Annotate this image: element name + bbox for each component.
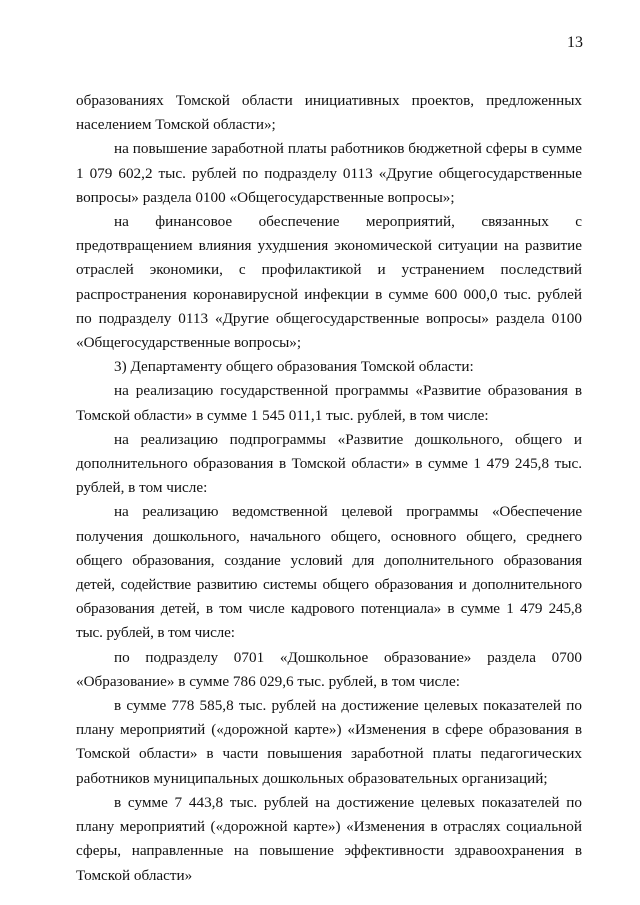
paragraph: в сумме 778 585,8 тыс. рублей на достижение целевых показателей по плану мероприятий («дорожной карте») «Изменения в сфере образования в Томской области» в части повышения заработной платы педагогических работников муниципальных дошкольных образовательных организаций; [76, 697, 582, 787]
paragraph: по подразделу 0701 «Дошкольное образование» раздела 0700 «Образование» в сумме 786 029,6 тыс. рублей, в том числе: [76, 648, 582, 690]
paragraph: 3) Департаменту общего образования Томской области: [114, 358, 474, 376]
paragraph: образованиях Томской области инициативных проектов, предложенных населением Томской области»; [76, 92, 582, 134]
paragraph: на реализацию подпрограммы «Развитие дошкольного, общего и дополнительного образования в Томской области» в сумме 1 479 245,8 тыс. рублей, в том числе: [76, 430, 582, 497]
paragraph: на реализацию ведомственной целевой программы «Обеспечение получения дошкольного, начального общего, основного общего, среднего общего образования, создание условий для дополнительного образования детей, содействие развитию системы общего образования и дополнительного образования детей, в том числе кадрового потенциала» в сумме 1 479 245,8 тыс. рублей, в том числе: [76, 503, 582, 642]
paragraph: в сумме 7 443,8 тыс. рублей на достижение целевых показателей по плану мероприятий («дорожной карте») «Изменения в отраслях социальной сферы, направленные на повышение эффективности здравоохранения в Томской области» [76, 793, 582, 884]
document-body [76, 89, 582, 888]
paragraph: на повышение заработной платы работников бюджетной сферы в сумме 1 079 602,2 тыс. рублей по подразделу 0113 «Другие общегосударственные вопросы» раздела 0100 «Общегосударственные вопросы»; [76, 140, 582, 206]
page-number: 13 [567, 34, 583, 51]
paragraph: на финансовое обеспечение мероприятий, связанных с предотвращением влияния ухудшения экономической ситуации на развитие отраслей экономики, с профилактикой и устранением последствий распространения коронавирусной инфекции в сумме 600 000,0 тыс. рублей по подразделу 0113 «Другие общегосударственные вопросы» раздела 0100 «Общегосударственные вопросы»; [76, 213, 582, 352]
paragraph: на реализацию государственной программы «Развитие образования в Томской области» в сумме 1 545 011,1 тыс. рублей, в том числе: [76, 382, 582, 424]
